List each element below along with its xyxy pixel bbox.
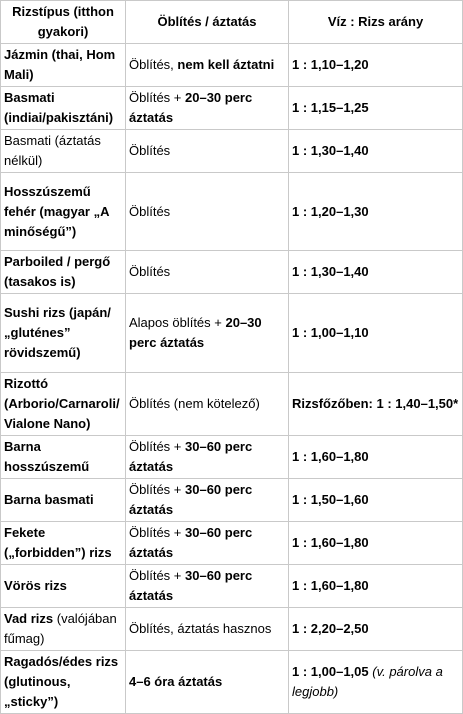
ratio-value: 1 : 1,60–1,80: [292, 578, 369, 593]
rinse-emphasis: 20–30 perc áztatás: [129, 90, 253, 125]
rinse-text: Öblítés: [129, 264, 171, 279]
rice-type-name: Vad rizs: [4, 611, 57, 626]
ratio-value: 1 : 1,20–1,30: [292, 203, 369, 219]
rinse-text: Öblítés +: [129, 90, 185, 105]
rice-type-name: Parboiled / pergő (tasakos is): [4, 254, 111, 289]
ratio-value: 1 : 1,15–1,25: [292, 100, 369, 115]
rinse-emphasis: 30–60 perc áztatás: [129, 568, 253, 603]
ratio-cell: [289, 44, 463, 87]
ratio-value: 1 : 2,20–2,50: [292, 621, 369, 636]
table-row: [1, 565, 463, 608]
rinse-text: Öblítés, áztatás hasznos: [129, 621, 272, 636]
table-row: [1, 651, 463, 714]
ratio-value: 1 : 1,60–1,80: [292, 535, 369, 550]
rinse-cell: [126, 87, 289, 130]
header-rinse: Öblítés / áztatás: [126, 1, 289, 44]
rinse-emphasis: 20–30 perc áztatás: [129, 315, 262, 350]
rinse-cell: [126, 651, 289, 714]
rinse-emphasis: 30–60 perc áztatás: [129, 525, 253, 560]
rinse-text: Öblítés +: [129, 525, 185, 540]
table-row: [1, 87, 463, 130]
rinse-cell: [126, 479, 289, 522]
ratio-value: 1 : 1,60–1,80: [292, 449, 369, 464]
rinse-text: Öblítés: [129, 143, 171, 158]
rice-type-cell: [1, 373, 126, 436]
table-row: [1, 373, 463, 436]
rice-type-name: Rizottó (Arborio/Carnaroli/ Vialone Nano): [4, 376, 120, 431]
ratio-value: 1 : 1,30–1,40: [292, 264, 369, 279]
rinse-text: Öblítés: [129, 203, 171, 219]
rinse-text: Öblítés (nem kötelező): [129, 396, 260, 411]
rice-type-cell: [1, 565, 126, 608]
rinse-cell: [126, 251, 289, 294]
ratio-value: 1 : 1,10–1,20: [292, 57, 369, 72]
ratio-cell: [289, 436, 463, 479]
rinse-text: Öblítés,: [129, 57, 178, 72]
table-row: [1, 608, 463, 651]
rice-type-cell: [1, 130, 126, 173]
rinse-cell: [126, 436, 289, 479]
ratio-cell: [289, 608, 463, 651]
table-row: [1, 251, 463, 294]
rice-type-name: Fekete („forbidden”) rizs: [4, 525, 112, 560]
ratio-value: 1 : 1,30–1,40: [292, 143, 369, 158]
table-row: [1, 479, 463, 522]
rice-type-cell: [1, 522, 126, 565]
ratio-prefix: Rizsfőzőben:: [292, 396, 377, 411]
rice-type-note: Basmati (áztatás nélkül): [4, 133, 101, 168]
rinse-text: Öblítés +: [129, 482, 185, 497]
rice-type-cell: [1, 44, 126, 87]
ratio-cell: [289, 87, 463, 130]
table-row: [1, 44, 463, 87]
rice-type-cell: [1, 173, 126, 251]
ratio-cell: [289, 522, 463, 565]
rice-type-cell: [1, 479, 126, 522]
ratio-value: 1 : 1,40–1,50*: [376, 396, 459, 411]
rice-type-name: Jázmin (thai, Hom Mali): [4, 47, 116, 82]
rice-type-cell: [1, 251, 126, 294]
ratio-cell: [289, 294, 463, 373]
ratio-cell: [289, 173, 463, 251]
ratio-cell: [289, 479, 463, 522]
ratio-cell: [289, 651, 463, 714]
rice-type-cell: [1, 608, 126, 651]
rinse-text: Alapos öblítés +: [129, 315, 226, 330]
table-row: [1, 436, 463, 479]
rice-type-cell: [1, 87, 126, 130]
rinse-cell: [126, 608, 289, 651]
rice-type-name: Hosszúszemű fehér (magyar „A minőségű”): [4, 183, 109, 239]
rinse-text: Öblítés +: [129, 568, 185, 583]
rinse-cell: [126, 373, 289, 436]
rice-type-cell: [1, 651, 126, 714]
ratio-cell: [289, 251, 463, 294]
rice-type-name: Barna basmati: [4, 492, 94, 507]
rinse-text: Öblítés +: [129, 439, 185, 454]
rinse-cell: [126, 173, 289, 251]
rice-type-name: Vörös rizs: [4, 578, 67, 593]
ratio-cell: [289, 373, 463, 436]
rinse-emphasis: 4–6 óra áztatás: [129, 674, 223, 689]
ratio-cell: [289, 565, 463, 608]
rinse-cell: [126, 44, 289, 87]
table-row: [1, 522, 463, 565]
rice-type-note: (valójában fűmag): [4, 611, 117, 646]
table-row: [1, 173, 463, 251]
rice-type-name: Ragadós/édes rizs (glutinous, „sticky”): [4, 654, 119, 709]
ratio-note: (v. párolva a legjobb): [292, 664, 443, 699]
table-row: [1, 130, 463, 173]
header-type: Rizstípus (itthon gyakori): [1, 1, 126, 44]
ratio-value: 1 : 1,50–1,60: [292, 492, 369, 507]
table-row: [1, 294, 463, 373]
rinse-cell: [126, 130, 289, 173]
rice-type-name: Basmati (indiai/pakisztáni): [4, 90, 114, 125]
ratio-cell: [289, 130, 463, 173]
rinse-emphasis: 30–60 perc áztatás: [129, 482, 253, 517]
rinse-emphasis: 30–60 perc áztatás: [129, 439, 253, 474]
ratio-value: 1 : 1,00–1,05: [292, 664, 369, 679]
rice-type-cell: [1, 294, 126, 373]
header-row: [1, 1, 463, 44]
header-ratio: Víz : Rizs arány: [289, 1, 463, 44]
ratio-value: 1 : 1,00–1,10: [292, 325, 369, 340]
rinse-cell: [126, 565, 289, 608]
rice-type-cell: [1, 436, 126, 479]
rice-type-name: Barna hosszúszemű: [4, 439, 90, 474]
rinse-cell: [126, 522, 289, 565]
rinse-cell: [126, 294, 289, 373]
rice-type-name: Sushi rizs (japán/„gluténes” rövidszemű): [4, 305, 111, 360]
rinse-emphasis: nem kell áztatni: [177, 57, 275, 72]
